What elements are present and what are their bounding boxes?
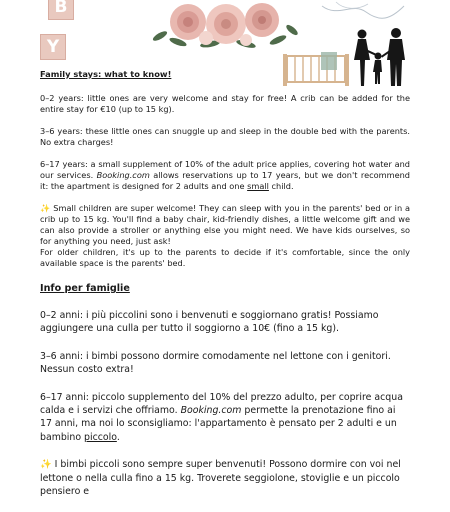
sparkle-icon-it: ✨ (40, 459, 52, 471)
italian-small-children (40, 458, 410, 498)
italian-age-6-17-a: 6–17 anni: piccolo supplemento del 10% del prezzo adulto, per coprire acqua calda e i servizi che offriamo. (40, 391, 403, 417)
italian-age-6-17-c: . (116, 431, 120, 443)
line-sketch-icon (318, 0, 408, 22)
english-age-6-17-c: child. (268, 181, 294, 191)
booking-brand-it: Booking.com (180, 405, 242, 417)
english-age-6-17-a: 6–17 years: a small supplement of 10% of the adult price applies, covering hot water and our services. (40, 159, 410, 180)
text-body (40, 69, 410, 512)
block-y: Y (40, 34, 66, 60)
booking-brand: Booking.com (96, 170, 150, 180)
block-b: B (48, 0, 74, 20)
italian-age-6-17 (40, 391, 410, 445)
italian-small-children-text: I bimbi piccoli sono sempre super benvenuti! Possono dormire con voi nel lettone o nella culla fino a 15 kg. Troverete seggiolone, stoviglie e un piccolo pensiero e (40, 459, 401, 498)
sparkle-icon: ✨ (40, 203, 51, 213)
english-heading: Family stays: what to know! (40, 69, 172, 79)
italian-heading: Info per famiglie (40, 283, 130, 294)
english-age-0-2: 0–2 years: little ones are very welcome and stay for free! A crib can be added for the entire stay for €10 (up to 15 kg). (40, 93, 410, 114)
english-small-children (40, 203, 410, 247)
english-age-6-17-b: allows reservations up to 17 years, but we don't recommend it: the apartment is designed for 2 adults and one (40, 170, 410, 191)
italian-age-6-17-b: permette la prenotazione fino ai 17 anni, ma noi lo sconsigliamo: l'appartamento è pensato per 2 adulti e un bambino (40, 405, 397, 443)
piccolo-emphasis: piccolo (84, 431, 117, 443)
english-small-children-text: Small children are super welcome! They can sleep with you in the parents' bed or in a crib up to 15 kg. You'll find a baby chair, kid-friendly dishes, a little welcome gift and we can also provide a stroller or anything else you might need. We have kids ourselves, so for anything you need, just ask! (40, 203, 410, 246)
english-age-6-17 (40, 159, 410, 192)
baby-blocks-illustration (34, 0, 78, 64)
english-age-3-6: 3–6 years: these little ones can snuggle up and sleep in the double bed with the parents. No extra charges! (40, 126, 410, 147)
small-emphasis: small (247, 181, 269, 191)
italian-age-3-6: 3–6 anni: i bimbi possono dormire comodamente nel lettone con i genitori. Nessun costo extra! (40, 350, 391, 376)
floral-decoration-icon (150, 0, 298, 50)
italian-age-0-2: 0–2 anni: i più piccolini sono i benvenuti e soggiornano gratis! Possiamo aggiungere una culla per tutto il soggiorno a 10€ (fino a 15 kg). (40, 310, 379, 335)
english-older-children: For older children, it's up to the parents to decide if it's comfortable, since the only available space is the parents' bed. (40, 247, 410, 268)
